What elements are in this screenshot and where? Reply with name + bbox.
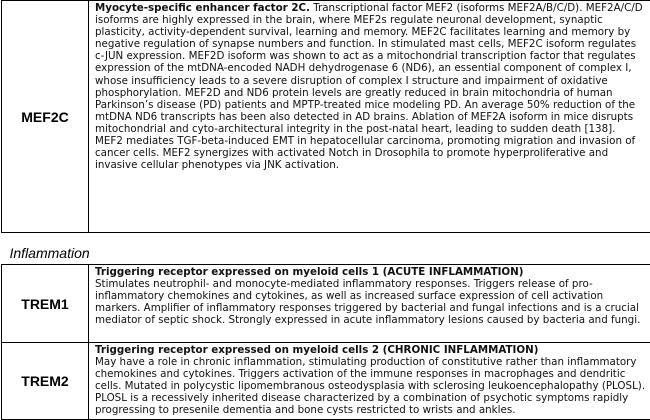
table-row-trem2	[2, 343, 650, 420]
gene-name-cell: TREM2	[2, 343, 89, 420]
table	[1, 0, 650, 420]
description-text: Transcriptional factor MEF2 (isoforms MEF2A/B/C/D). MEF2A/C/D isoforms are highly expressed in the brain, where MEF2s regulate neuronal development, synaptic plasticity, activity-dependent survival, learning and memory. MEF2C facilitates learning and memory by negative regulation of synapse numbers and function. In stimulated mast cells, MEF2C isoform regulates c-JUN expression. MEF2D isoform was shown to act as a mitochondrial transcription factor that regulates expression of the mtDNA-encoded NADH dehydrogenase 6 (ND6), an essential component of complex I, whose insufficiency leads to a severe disruption of complex I structure and impairment of oxidative phosphorylation. MEF2D and ND6 protein levels are greatly reduced in brain mitochondria of human Parkinson’s disease (PD) patients and MPTP-treated mice modeling PD. An average 50% reduction of the mtDNA ND6 transcripts has been also detected in AD brains. Ablation of MEF2A isoform in mice disrupts mitochondrial and cyto-architectural integrity in the post-natal heart, leading to sudden death [138]. MEF2 mediates TGF-beta-induced EMT in hepatocellular carcinoma, promoting migration and invasion of cancer cells. MEF2 synergizes with activated Notch in Drosophila to promote hyperproliferative and invasive cellular phenotypes via JNK activation.	[95, 2, 643, 171]
gene-name-cell: MEF2C	[2, 1, 89, 233]
table-row-mef2c	[2, 1, 650, 233]
description-text: May have a role in chronic inflammation, stimulating production of constitutive rather than inflammatory chemokines and cytokines. Triggers activation of the immune responses in macrophages and dendritic cells. Mutated in polycystic lipomembranous osteodysplasia with sclerosing leukoencephalopathy (PLOSL). PLOSL is a recessively inherited disease characterized by a combination of psychotic symptoms rapidly progressing to presenile dementia and bone cysts restricted to wrists and ankles.	[95, 356, 646, 416]
section-row	[2, 233, 650, 265]
gene-function-table	[1, 0, 650, 420]
table-row-trem1	[2, 265, 650, 343]
section-heading-inflammation: Inflammation	[2, 233, 650, 265]
description-heading: Myocyte-specific enhancer factor 2C.	[95, 2, 310, 14]
description-cell	[89, 265, 650, 343]
description-cell	[89, 1, 650, 233]
description-heading: Triggering receptor expressed on myeloid cells 1 (ACUTE INFLAMMATION)	[95, 266, 646, 278]
gene-name-cell: TREM1	[2, 265, 89, 343]
description-heading: Triggering receptor expressed on myeloid cells 2 (CHRONIC INFLAMMATION)	[95, 344, 646, 356]
description-cell	[89, 343, 650, 420]
description-text: Stimulates neutrophil- and monocyte-mediated inflammatory responses. Triggers release of pro-inflammatory chemokines and cytokines, as well as increased surface expression of cell activation markers. Amplifier of inflammatory responses triggered by bacterial and fungal infections and is a crucial mediator of septic shock. Strongly expressed in acute inflammatory lesions caused by bacteria and fungi.	[95, 278, 646, 326]
